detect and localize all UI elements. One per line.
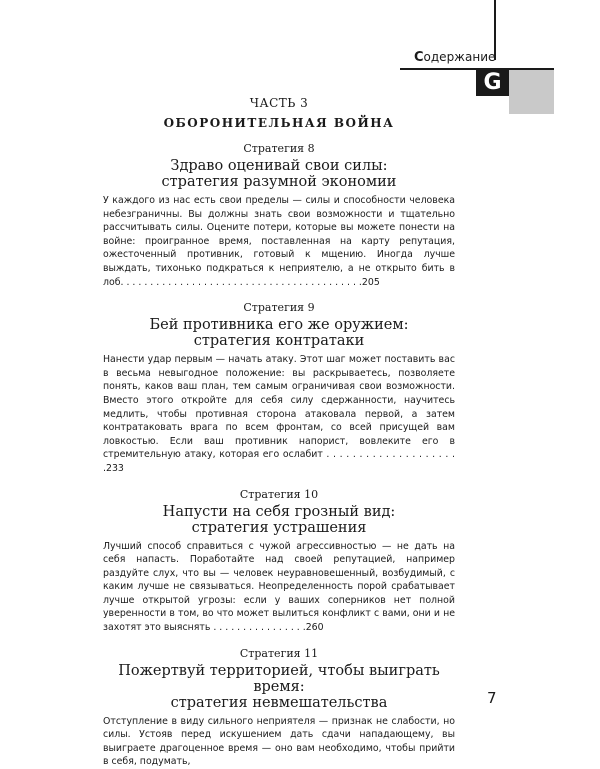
running-head	[414, 50, 495, 65]
strategy-description: У каждого из нас есть свои пределы — силы и способности человека небезграничны. Вы должны знать свои возможности и тщательно рассчитывать силы. Оцените потери, которые вы можете понести на войне: проигранное время, поставленная на карту репутация, ожесточенный противник, готовый к мщению. Иногда лучше выждать, тихонько подкраться к неприятелю, а не открыто бить в лоб. . . . . . . . . . . . . . . . . . . . . . . . . . . . . . . . . . . . . . . . .205	[103, 195, 455, 288]
toc-entry-strategy-8	[103, 142, 455, 289]
strategy-title	[103, 663, 455, 711]
strategy-title-line: Пожертвуй территорией, чтобы выиграть время:	[118, 662, 440, 695]
strategy-description: Отступление в виду сильного неприятеля — признак не слабости, но силы. Устояв перед искушением дать сдачи нападающему, вы выиграете драгоценное время — оно вам необходимо, чтобы прийти в себя, подумать,	[103, 715, 455, 768]
strategy-title-line: стратегия невмешательства	[170, 694, 388, 711]
strategy-number: Стратегия 8	[243, 142, 315, 155]
strategy-description: Нанести удар первым — начать атаку. Этот шаг может поставить вас в весьма невыгодное положение: вы раскрываетесь, позволяете понять, каков ваш план, тем самым ограничивая свои возможности. Вместо этого откройте для себя силу сдержанности, научитесь медлить, чтобы противная сторона атаковала первой, а затем контратаковать врага по всем фронтам, со всей присущей вам ловкостью. Если ваш противник напорист, вовлеките его в стремительную атаку, которая его ослабит . . . . . . . . . . . . . . . . . . . . .233	[103, 354, 455, 474]
strategy-title	[103, 158, 455, 190]
section-tab-letter: G	[476, 70, 509, 96]
running-head-text: одержание	[423, 50, 496, 64]
running-head-initial: С	[414, 50, 424, 65]
strategy-title-line: Бей противника его же оружием:	[149, 317, 409, 334]
strategy-title-line: Здраво оценивай свои силы:	[170, 158, 388, 174]
part-title: ОБОРОНИТЕЛЬНАЯ ВОЙНА	[163, 116, 395, 130]
toc-entry-strategy-9	[103, 301, 455, 475]
strategy-title-line: стратегия устрашения	[191, 519, 367, 536]
toc-content	[103, 92, 455, 769]
page-number: 7	[487, 689, 497, 707]
strategy-title-line: Напусти на себя грозный вид:	[162, 503, 396, 520]
strategy-title	[103, 317, 455, 349]
strategy-title-line: стратегия разумной экономии	[161, 174, 397, 190]
strategy-description: Лучший способ справиться с чужой агрессивностью — не дать на себя напасть. Поработайте над своей репутацией, например раздуйте слух, что вы — человек неуравновешенный, возбудимый, с каким лучше не связываться. Неопределенность порой срабатывает лучше открытой угрозы: если у ваших соперников нет полной уверенности в том, во что может вылиться конфликт с вами, они и не захотят это выяснять . . . . . . . . . . . . . . . .260	[103, 540, 455, 634]
toc-entry-strategy-10	[103, 488, 455, 635]
toc-entry-strategy-11	[103, 647, 455, 769]
strategy-number: Стратегия 11	[239, 646, 319, 660]
part-number: ЧАСТЬ 3	[249, 96, 309, 110]
strategy-number: Стратегия 10	[239, 487, 319, 501]
strategy-title-line: стратегия контратаки	[193, 333, 365, 350]
section-tab-shade	[509, 70, 554, 114]
strategy-number: Стратегия 9	[243, 301, 315, 315]
strategy-title	[103, 504, 455, 536]
